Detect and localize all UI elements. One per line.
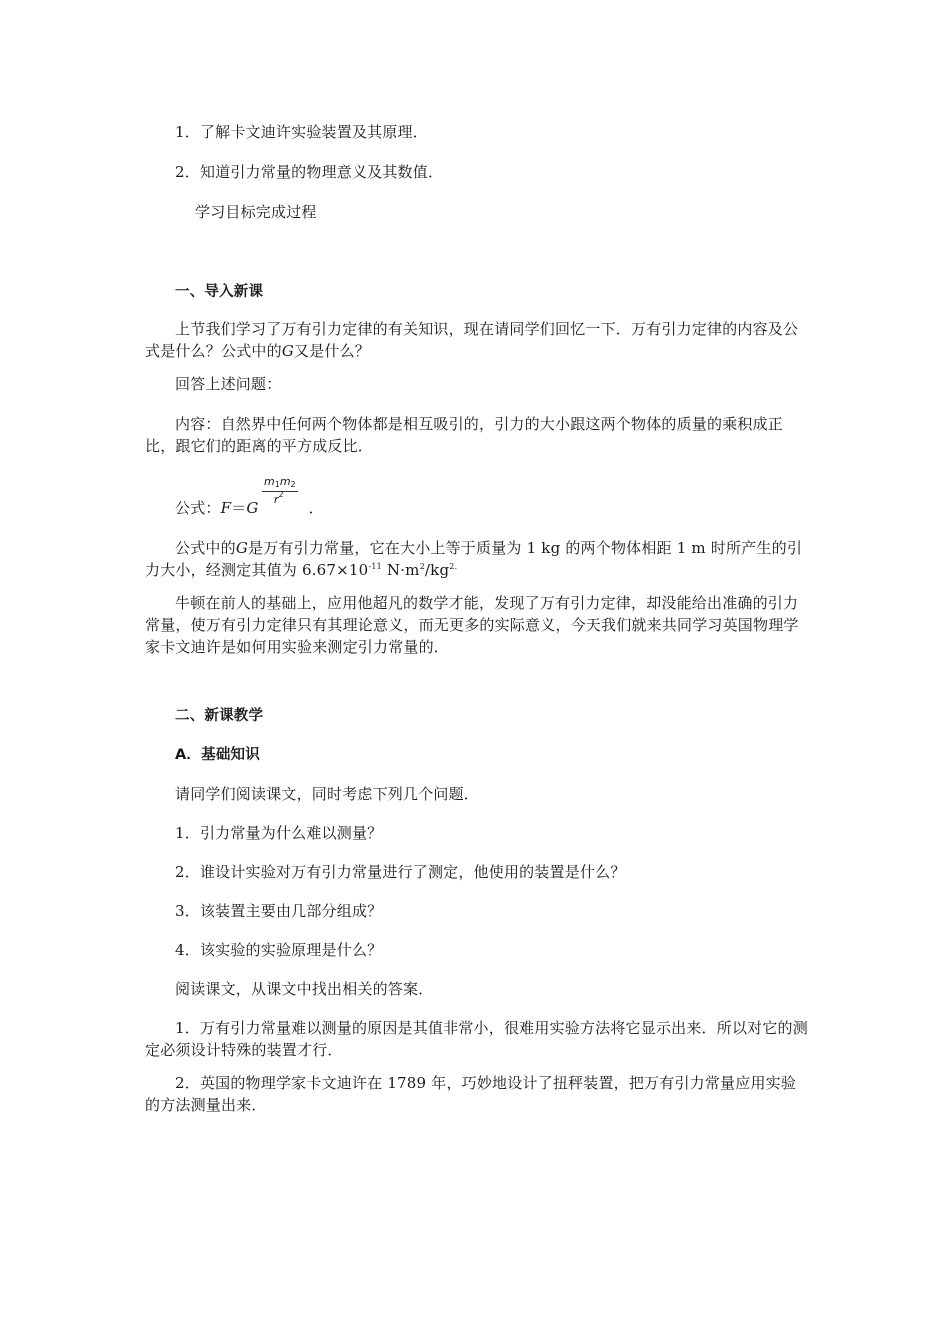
read-instruction: 阅读课文，从课文中找出相关的答案． <box>175 980 434 998</box>
formula-f-symbol: F <box>220 499 232 517</box>
question-3: 3．该装置主要由几部分组成？ <box>175 902 383 920</box>
answer-2: 2．英国的物理学家卡文迪许在 1789 年，巧妙地设计了扭秤装置，把万有引力常量应用实验的方法测量出来． <box>145 1074 797 1114</box>
formula-label: 公式： <box>175 499 221 517</box>
question-2: 2．谁设计实验对万有引力常量进行了测定，他使用的装置是什么？ <box>175 863 626 881</box>
goal-item-1: 1．了解卡文迪许实验装置及其原理． <box>175 123 428 141</box>
fraction-denominator: $r^2$ <box>274 490 284 506</box>
newton-paragraph: 牛顿在前人的基础上，应用他超凡的数学才能，发现了万有引力定律，却没能给出准确的引力常量，使万有引力定律只有其理论意义，而无更多的实际意义，今天我们就来共同学习英国物理学家卡文迪许是如何用实验来测定引力常量的． <box>145 594 799 656</box>
content-paragraph: 内容：自然界中任何两个物体都是相互吸引的，引力的大小跟这两个物体的质量的乘积成正比，跟它们的距离的平方成反比． <box>145 415 784 455</box>
g-description-paragraph: 公式中的G是万有引力常量，它在大小上等于质量为 1 kg 的两个物体相距 1 m 时所产生的引力大小，经测定其值为 $6.67\times 10^{-11}$ $N\cdot m^2/kg^{2.}$ <box>145 539 803 579</box>
intro-g-symbol: G <box>281 342 294 360</box>
question-1: 1．引力常量为什么难以测量？ <box>175 824 383 842</box>
section-heading-intro: 一、导入新课 <box>175 284 264 300</box>
formula-period: ． <box>308 499 324 517</box>
fraction-numerator: $m_1m_2$ <box>264 475 296 489</box>
goal-item-2: 2．知道引力常量的物理意义及其数值． <box>175 163 444 181</box>
answer-prompt: 回答上述问题： <box>175 375 282 393</box>
formula-g-symbol: G <box>246 499 259 517</box>
process-title: 学习目标完成过程 <box>195 203 317 221</box>
formula-equals: ＝ <box>231 499 247 517</box>
section-heading-new-lesson: 二、新课教学 <box>175 708 264 724</box>
intro-text-a: 上节我们学习了万有引力定律的有关知识，现在请同学们回忆一下．万有引力定律的内容及公式是什么？公式中的 <box>145 320 799 360</box>
reading-prompt: 请同学们阅读课文，同时考虑下列几个问题． <box>175 785 480 803</box>
intro-paragraph <box>145 318 810 362</box>
formula-line <box>175 497 840 519</box>
intro-text-b: 又是什么？ <box>294 342 371 360</box>
question-4: 4．该实验的实验原理是什么？ <box>175 941 383 959</box>
answer-1: 1．万有引力常量难以测量的原因是其值非常小，很难用实验方法将它显示出来．所以对它的测定必须设计特殊的装置才行． <box>145 1019 808 1059</box>
sub-heading-basic-knowledge: A．基础知识 <box>175 747 260 763</box>
